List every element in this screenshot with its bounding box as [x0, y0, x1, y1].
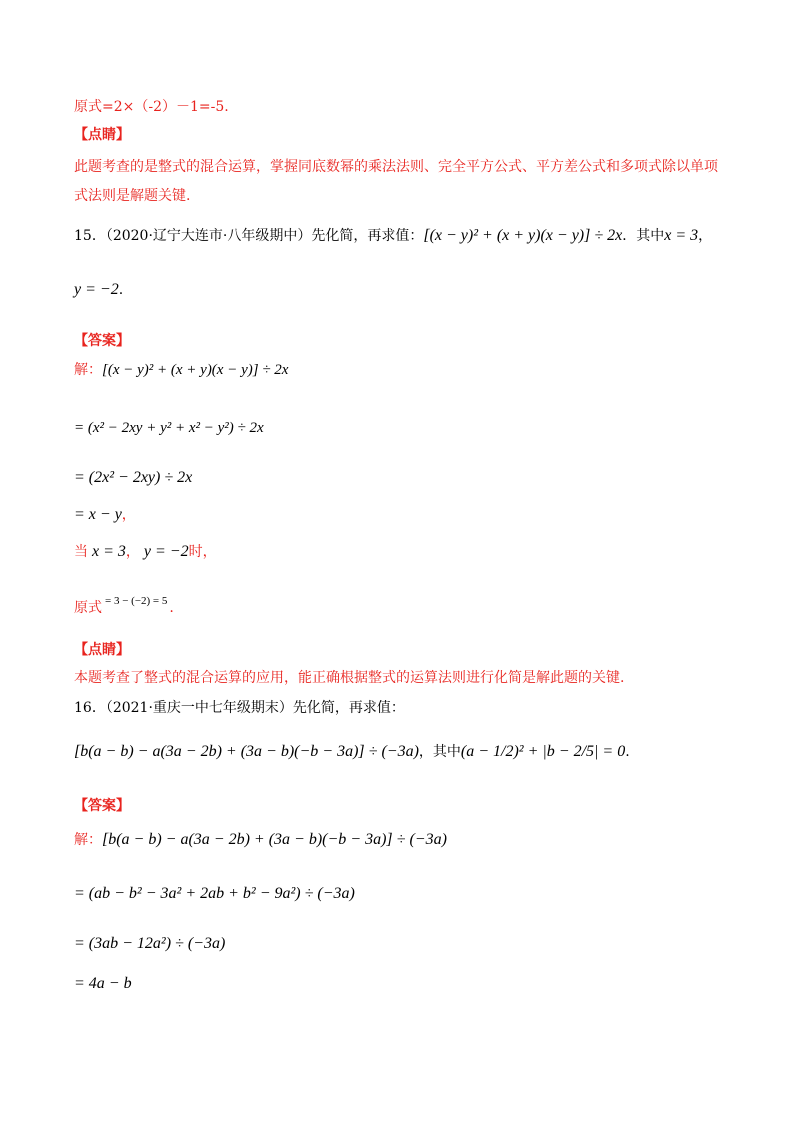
question-16-answer-label: 【答案】 [74, 798, 130, 814]
question-15-dianjing-text: 本题考查了整式的混合运算的应用，能正确根据整式的运算法则进行化简是解此题的关键. [74, 670, 625, 686]
question-15-when-tail: 时， [188, 544, 217, 560]
question-15-original-value [74, 592, 174, 616]
question-15-when-y: y = −2 [143, 543, 189, 560]
question-15-yuanshi-expr: = 3 − (−2) = 5 [105, 595, 168, 607]
previous-result-line: 原式=2×（-2）－1=-5. [74, 99, 229, 115]
question-16-expression-line [74, 742, 630, 762]
question-16-stem: 16．（2021·重庆一中七年级期末）先化简，再求值： [74, 700, 405, 716]
question-15-substitution [74, 542, 217, 562]
question-15-condition-y-line [74, 280, 123, 300]
question-15-period: . [118, 282, 124, 298]
question-15-yuanshi: 原式 [74, 600, 102, 616]
question-15-step-3-tail: ， [121, 507, 136, 523]
question-15-step-1-expr: = (x² − 2xy + y² + x² − y²) ÷ 2x [74, 420, 264, 436]
question-16-step-2-expr: = (3ab − 12a²) ÷ (−3a) [74, 935, 226, 952]
question-16-where: ，其中 [418, 744, 461, 760]
dianjing-text-line-2: 式法则是解题关键. [74, 188, 191, 204]
question-15-stem [74, 226, 712, 246]
question-16-period: . [625, 744, 630, 760]
question-15-prefix: 15．（2020·辽宁大连市·八年级期中）先化简，再求值： [74, 228, 424, 244]
question-15-comma: ， [698, 228, 713, 244]
question-15-step-2 [74, 468, 192, 488]
question-16-step-0-expr: [b(a − b) − a(3a − 2b) + (3a − b)(−b − 3a)] ÷ (−3a) [102, 831, 447, 848]
question-16-step-1 [74, 884, 355, 904]
question-15-when-comma: ， [125, 544, 140, 560]
question-16-expression: [b(a − b) − a(3a − 2b) + (3a − b)(−b − 3a)] ÷ (−3a) [74, 743, 419, 760]
question-16-step-3 [74, 974, 132, 994]
question-16-condition: (a − 1/2)² + |b − 2/5| = 0 [460, 743, 626, 760]
question-15-jie: 解： [74, 362, 102, 378]
question-16-step-0 [74, 830, 447, 850]
question-15-step-3 [74, 505, 136, 525]
question-16-step-1-expr: = (ab − b² − 3a² + 2ab + b² − 9a²) ÷ (−3a) [74, 885, 355, 902]
question-15-condition-y: y = −2 [74, 281, 119, 298]
question-15-dianjing-label: 【点睛】 [74, 642, 130, 658]
question-15-condition-x: x = 3 [664, 227, 699, 244]
question-15-step-0-expr: [(x − y)² + (x + y)(x − y)] ÷ 2x [102, 362, 289, 378]
question-16-step-2 [74, 934, 225, 954]
question-16-jie: 解： [74, 832, 102, 848]
question-15-step-0 [74, 360, 288, 380]
question-15-step-1 [74, 418, 264, 438]
dianjing-label: 【点睛】 [74, 127, 130, 143]
question-15-mid: ．其中 [622, 228, 665, 244]
question-15-when: 当 [74, 544, 88, 560]
question-15-answer-label: 【答案】 [74, 333, 130, 349]
question-15-yuanshi-tail: . [169, 600, 174, 616]
question-15-step-2-expr: = (2x² − 2xy) ÷ 2x [74, 469, 193, 486]
question-15-step-3-expr: = x − y [74, 506, 122, 523]
dianjing-text-line-1: 此题考查的是整式的混合运算，掌握同底数幂的乘法法则、完全平方公式、平方差公式和多项式除以单项 [74, 159, 718, 175]
question-15-expression: [(x − y)² + (x + y)(x − y)] ÷ 2x [423, 227, 623, 244]
question-16-step-3-expr: = 4a − b [74, 975, 132, 992]
question-15-when-x: x = 3 [92, 543, 126, 560]
